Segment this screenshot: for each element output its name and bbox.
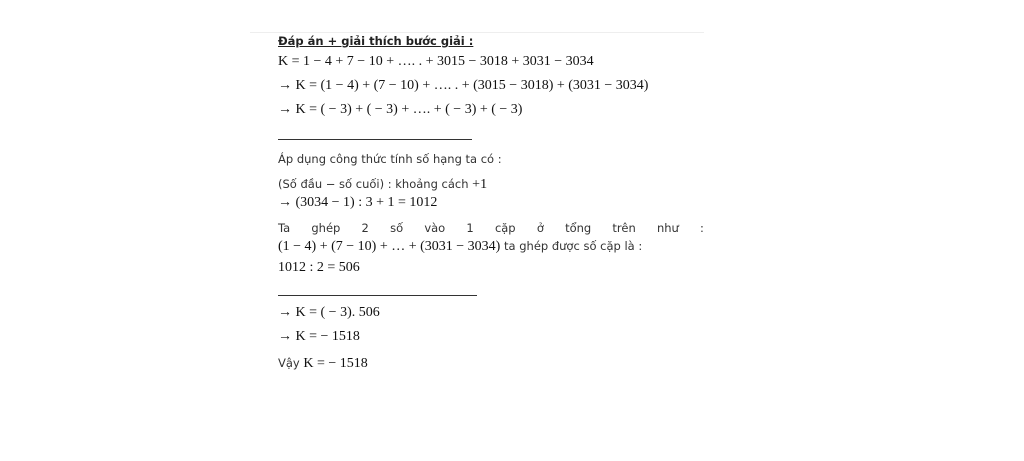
pair-count-calculation: 1012 : 2 = 506 bbox=[278, 260, 360, 275]
expression-line-3: → K = ( − 3) + ( − 3) + …. + ( − 3) + ( − 3) bbox=[278, 102, 523, 117]
pair-word: vào bbox=[424, 221, 446, 235]
pair-word: 2 bbox=[361, 221, 369, 235]
apply-formula-text: Áp dụng công thức tính số hạng ta có : bbox=[278, 152, 502, 166]
pairing-expression bbox=[278, 235, 642, 255]
pair-word: như bbox=[656, 221, 679, 235]
pair-word: tổng bbox=[565, 221, 592, 235]
answer-heading: Đáp án + giải thích bước giải : bbox=[278, 34, 474, 48]
term-count-formula-plus-one: +1 bbox=[472, 177, 488, 192]
final-answer bbox=[278, 352, 368, 372]
expression-line-1: K = 1 − 4 + 7 − 10 + …. . + 3015 − 3018 + 3031 − 3034 bbox=[278, 54, 594, 69]
final-answer-math: K = − 1518 bbox=[303, 356, 368, 371]
pairing-sentence bbox=[278, 221, 704, 235]
term-count-formula-text: (Số đầu − số cuối) : khoảng cách bbox=[278, 177, 473, 191]
answer-panel bbox=[250, 32, 704, 432]
pair-word: 1 bbox=[466, 221, 474, 235]
pair-word: Ta bbox=[278, 221, 291, 235]
pairing-expression-text: ta ghép được số cặp là : bbox=[500, 239, 643, 253]
top-rule bbox=[250, 32, 704, 33]
pair-word: ở bbox=[536, 221, 544, 235]
pair-word: trên bbox=[612, 221, 636, 235]
result-line-1: → K = ( − 3). 506 bbox=[278, 305, 380, 320]
term-count-formula bbox=[278, 173, 487, 193]
expression-line-2: → K = (1 − 4) + (7 − 10) + …. . + (3015 − 3018) + (3031 − 3034) bbox=[278, 78, 649, 93]
result-line-2: → K = − 1518 bbox=[278, 329, 360, 344]
pair-word: ghép bbox=[311, 221, 341, 235]
pair-word: : bbox=[700, 221, 704, 235]
pairing-expression-math: (1 − 4) + (7 − 10) + … + (3031 − 3034) bbox=[278, 239, 501, 254]
section-divider-2 bbox=[278, 295, 477, 296]
term-count-calculation: → (3034 − 1) : 3 + 1 = 1012 bbox=[278, 195, 438, 210]
section-divider-1 bbox=[278, 139, 472, 140]
final-answer-text: Vậy bbox=[278, 356, 304, 370]
pair-word: cặp bbox=[494, 221, 516, 235]
pair-word: số bbox=[390, 221, 404, 235]
